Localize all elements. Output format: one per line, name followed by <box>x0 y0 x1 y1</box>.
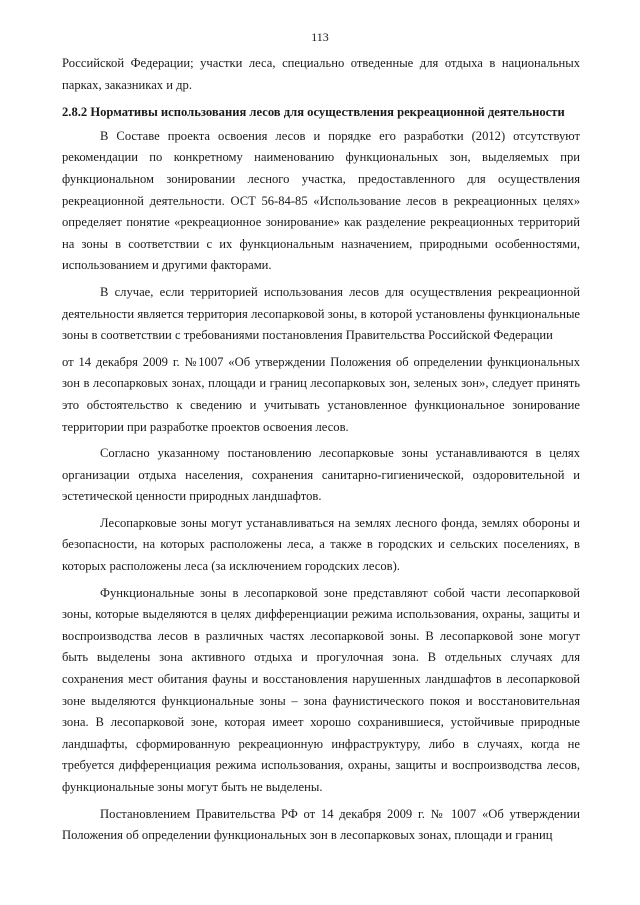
paragraph-project-composition: В Составе проекта освоения лесов и порядке его разработки (2012) отсутствуют рекомендации по конкретному наименованию функциональных зон, выделяемых при функциональном зонировании лесного участка, предоставленного для осуществления рекреационной деятельности. ОСТ 56-84-85 «Использование лесов в рекреационных целях» определяет понятие «рекреационное зонирование» как разделение рекреационных территорий на зоны в соответствии с их функциональным назначением, природными особенностями, использованием и другими факторами. <box>62 128 580 273</box>
paragraph-continuation: Российской Федерации; участки леса, специально отведенные для отдыха в национальных парках, заказниках и др. <box>62 56 580 92</box>
paragraph-forest-park-territory: В случае, если территорией использования лесов для осуществления рекреационной деятельности является территория лесопарковой зоны, в которой установлены функциональные зоны в соответствии с требованиями постановления Правительства Российской Федерации <box>62 284 580 343</box>
paragraph-decree-purpose: Согласно указанному постановлению лесопарковые зоны устанавливаются в целях организации отдыха населения, сохранения санитарно-гигиенической, оздоровительной и эстетической ценности природных ландшафтов. <box>62 446 580 504</box>
paragraph-government-decree: Постановлением Правительства РФ от 14 декабря 2009 г. № 1007 «Об утверждении Положения об определении функциональных зон в лесопарковых зонах, площади и границ <box>62 806 580 843</box>
document-body <box>62 53 580 852</box>
paragraph-zone-lands: Лесопарковые зоны могут устанавливаться на землях лесного фонда, землях обороны и безопасности, на которых расположены леса, а также в городских и сельских поселениях, в которых расположены леса (за исключением городских лесов). <box>62 515 580 574</box>
paragraph-functional-zones: Функциональные зоны в лесопарковой зоне представляют собой части лесопарковой зоны, которые выделяются в целях дифференциации режима использования, охраны, защиты и воспроизводства лесов в различных частях лесопарковой зоны. В лесопарковой зоне могут быть выделены зона активного отдыха и прогулочная зона. В отдельных случаях для сохранения мест обитания фауны и восстановления нарушенных ландшафтов в лесопарковой зоне выделяются функциональные зоны – зона фаунистического покоя и восстановительная зона. В лесопарковой зоне, которая имеет хорошо сохранившиеся, устойчивые природные ландшафты, сформированную рекреационную инфраструктуру, либо в случаях, когда не требуется дифференциация режима использования, охраны, защиты и воспроизводства лесов, функциональные зоны могут быть не выделены. <box>62 585 580 794</box>
paragraph-decree-reference: от 14 декабря 2009 г. №1007 «Об утверждении Положения об определении функциональных зон в лесопарковых зонах, площади и границ лесопарковых зон, зеленых зон», следует принять это обстоятельство к сведению и учитывать установленное функциональное зонирование территории при разработке проектов освоения лесов. <box>62 354 580 434</box>
section-heading: 2.8.2 Нормативы использования лесов для осуществления рекреационной деятельности <box>62 105 565 120</box>
page-number: 113 <box>311 30 329 44</box>
